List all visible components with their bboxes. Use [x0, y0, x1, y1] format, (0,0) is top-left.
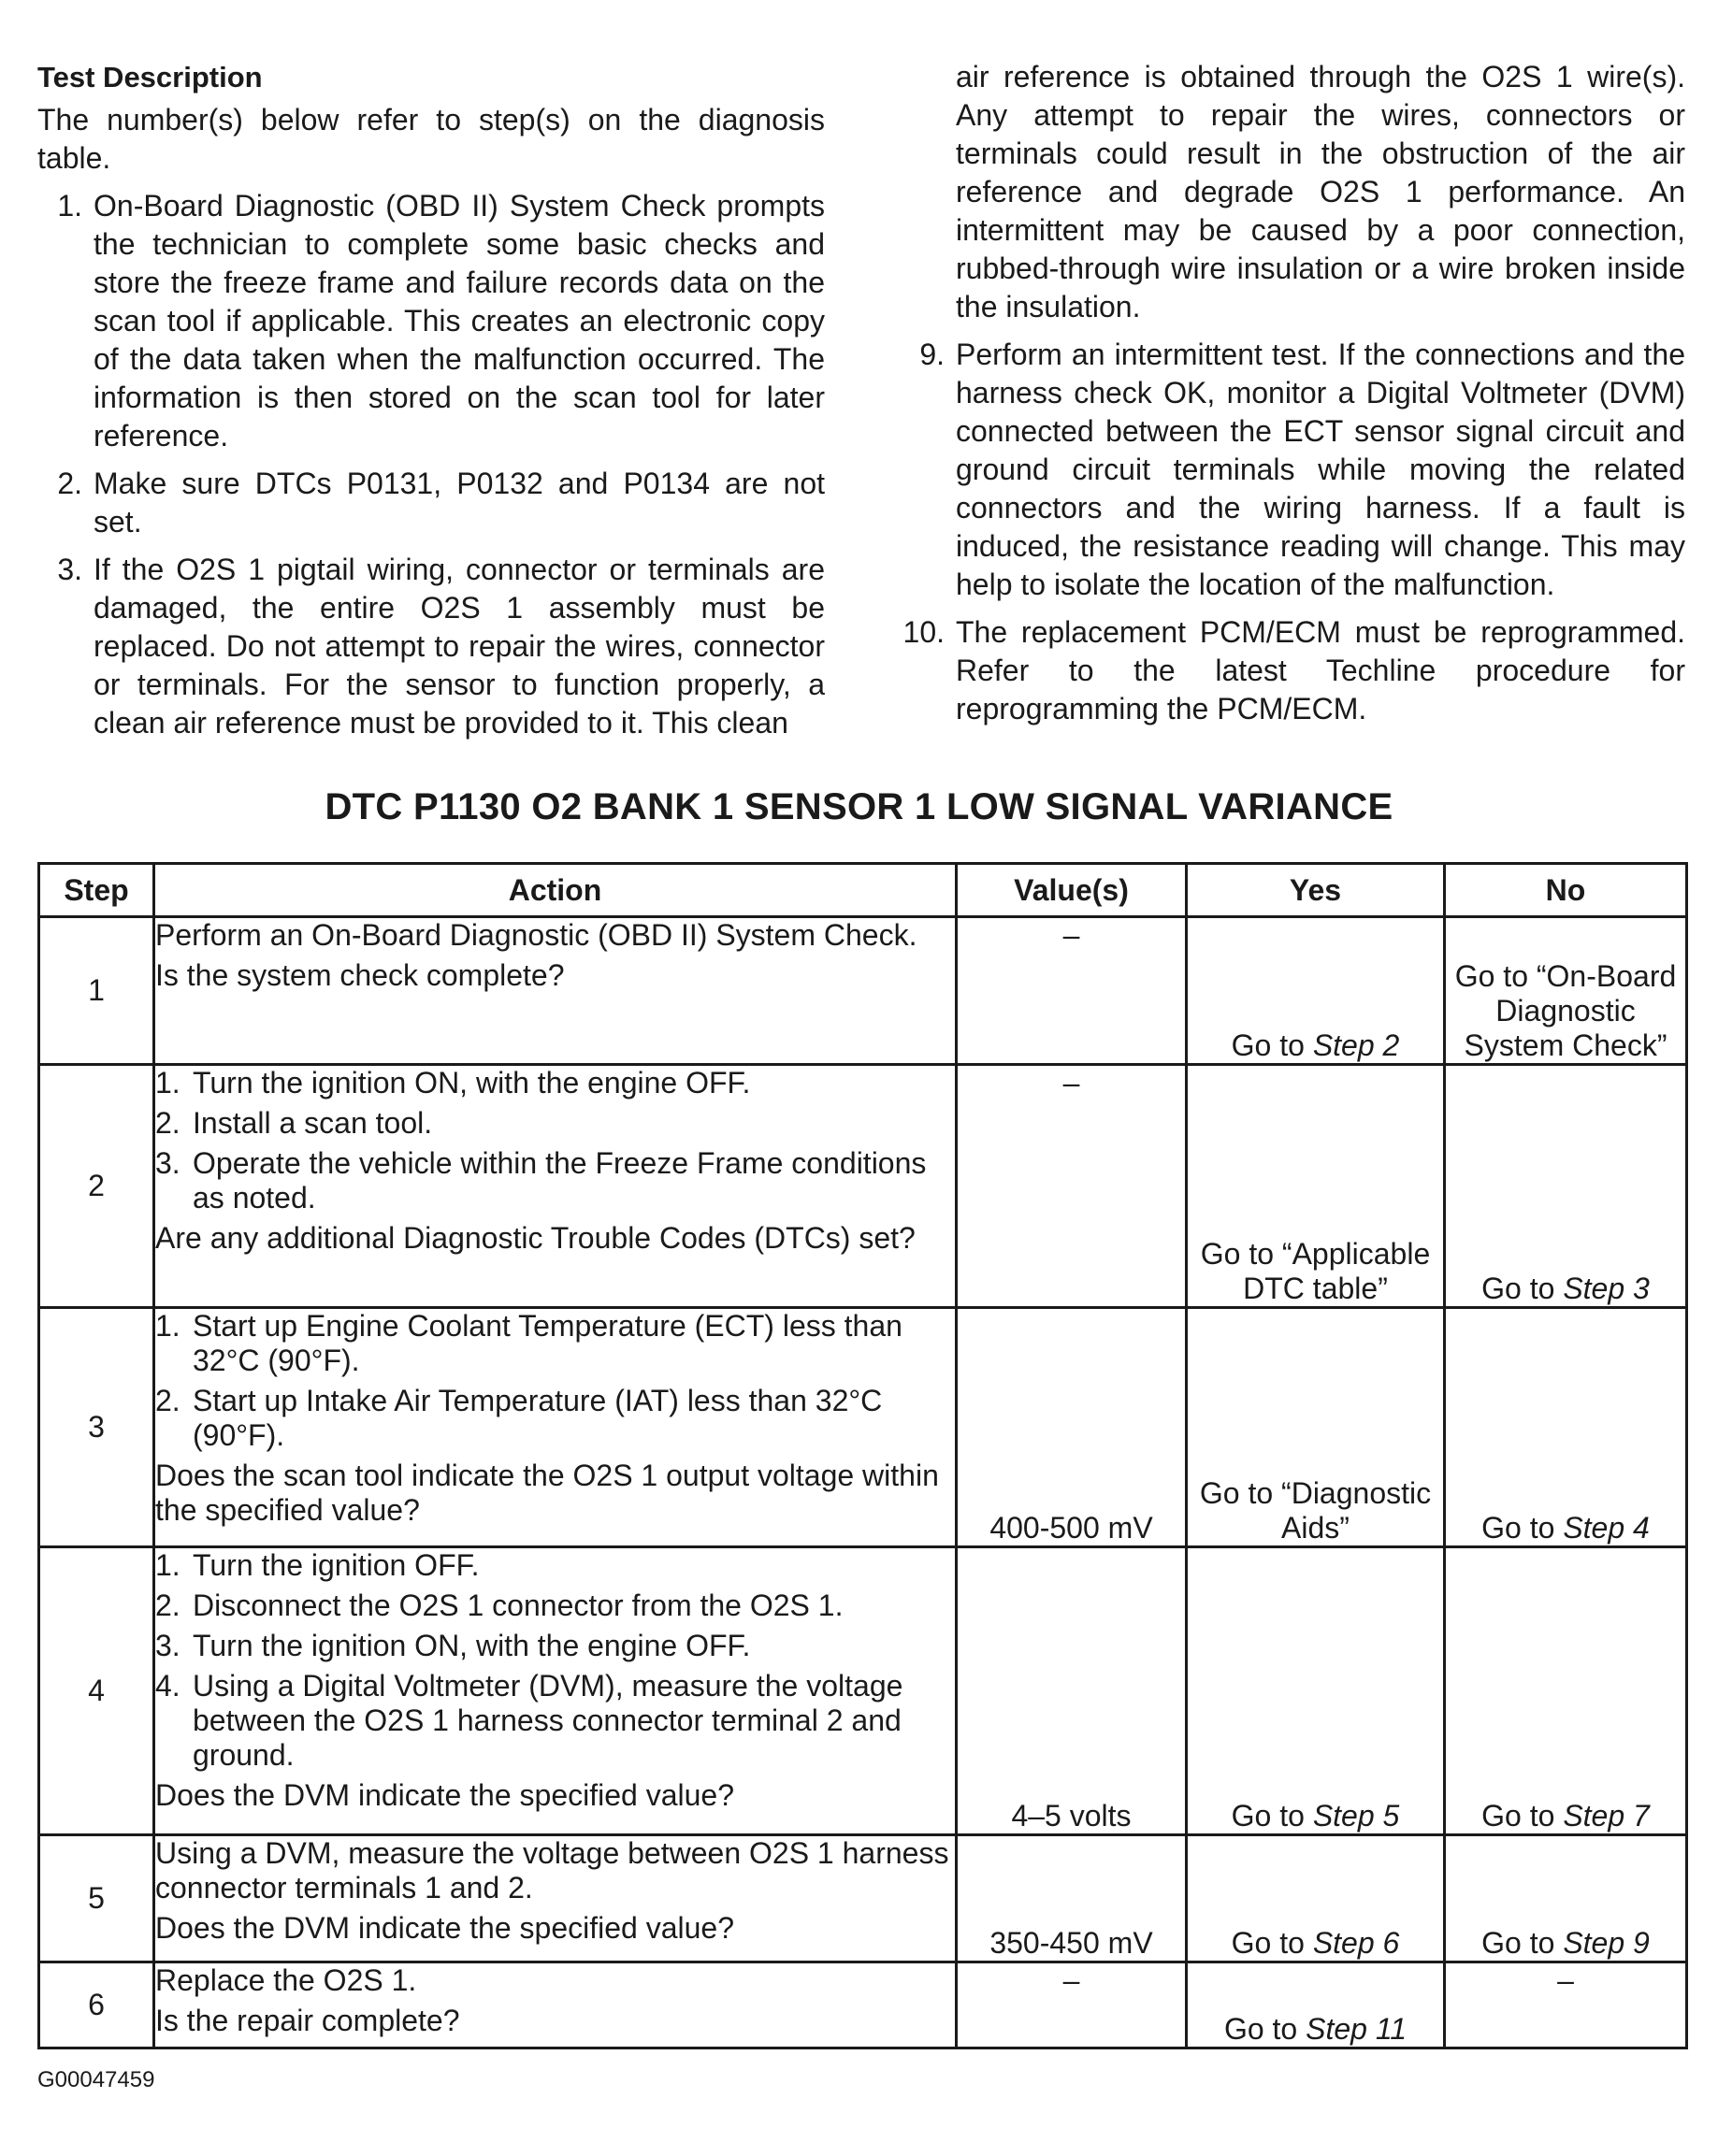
substep-text: Operate the vehicle within the Freeze Frame conditions as noted. [193, 1146, 927, 1215]
action-substep [155, 1106, 955, 1141]
description-item: 10. The replacement PCM/ECM must be reprogrammed. Refer to the latest Techline procedure for reprogramming the PCM/ECM. [902, 615, 1685, 726]
description-list-right [898, 336, 1685, 728]
substep-text: Start up Intake Air Temperature (IAT) less than 32°C (90°F). [193, 1384, 883, 1452]
substep-text: Install a scan tool. [193, 1106, 433, 1140]
yes-text: Go to [1231, 1799, 1313, 1833]
no-text: Go to [1481, 1272, 1564, 1305]
yes-step-link: Step 2 [1312, 1028, 1400, 1062]
header-yes: Yes [1187, 864, 1445, 917]
description-intro: The number(s) below refer to step(s) on the diagnosis table. [37, 103, 825, 175]
description-left-column [37, 58, 825, 742]
no-cell [1445, 917, 1687, 1065]
action-question: Does the scan tool indicate the O2S 1 output voltage within the specified value? [155, 1459, 939, 1527]
yes-text: Go to [1223, 2012, 1307, 2046]
action-cell [154, 1308, 957, 1547]
substep-number: 1. [155, 1066, 180, 1100]
table-header-row [39, 864, 1687, 917]
yes-cell [1187, 1835, 1445, 1962]
description-list-left [37, 187, 825, 742]
table-row [39, 1065, 1687, 1308]
substep-text: Using a Digital Voltmeter (DVM), measure the voltage between the O2S 1 harness connector terminal 2 and ground. [193, 1669, 903, 1772]
no-cell [1445, 1308, 1687, 1547]
action-cell [154, 917, 957, 1065]
action-substep [155, 1669, 955, 1773]
substep-number: 2. [155, 1588, 180, 1622]
substep-text: Turn the ignition OFF. [193, 1548, 480, 1582]
no-text: Go to [1481, 1511, 1564, 1545]
yes-text: Go to “Diagnostic Aids” [1199, 1476, 1432, 1545]
no-text: Go to “On-Board Diagnostic System Check” [1454, 959, 1677, 1062]
action-question: Are any additional Diagnostic Trouble Codes (DTCs) set? [155, 1221, 916, 1255]
description-item: 9. Perform an intermittent test. If the connections and the harness check OK, monitor a Digital Voltmeter (DVM) connected between the ECT sensor signal circuit and ground circuit terminals while moving the related connectors and the wiring harness. If a fault is induced, the resistance reading will change. This may help to isolate the location of the malfunction. [919, 338, 1685, 601]
no-text: Go to [1481, 1799, 1564, 1833]
yes-text: Go to “Applicable DTC table” [1200, 1237, 1431, 1305]
no-step-link: Step 9 [1563, 1926, 1650, 1960]
no-step-link: Step 4 [1563, 1511, 1650, 1545]
action-substep [155, 1146, 955, 1215]
no-cell [1445, 1835, 1687, 1962]
description-item: 2. Make sure DTCs P0131, P0132 and P0134 are not set. [57, 467, 825, 539]
step-number: 5 [39, 1835, 154, 1962]
action-substep [155, 1629, 955, 1663]
no-step-link: Step 3 [1563, 1272, 1650, 1305]
substep-text: Turn the ignition ON, with the engine OFF. [193, 1629, 751, 1662]
no-step-link: Step 7 [1563, 1799, 1650, 1833]
table-row [39, 1308, 1687, 1547]
step-number: 3 [39, 1308, 154, 1547]
no-text: – [1557, 1963, 1574, 1997]
description-item: 1. On-Board Diagnostic (OBD II) System Check prompts the technician to complete some basic checks and store the freeze frame and failure records data on the scan tool if applicable. This creates an electronic copy of the data taken when the malfunction occurred. The information is then stored on the scan tool for later reference. [57, 189, 825, 453]
table-row [39, 1835, 1687, 1962]
yes-step-link: Step 5 [1312, 1799, 1400, 1833]
yes-text: Go to [1231, 1028, 1313, 1062]
action-substep [155, 1588, 955, 1623]
yes-cell [1187, 1962, 1445, 2048]
yes-cell [1187, 1308, 1445, 1547]
step-number: 4 [39, 1547, 154, 1835]
substep-number: 3. [155, 1146, 180, 1180]
table-body [39, 917, 1687, 2048]
diagnostic-table [37, 862, 1688, 2049]
action-text: Perform an On-Board Diagnostic (OBD II) System Check. [155, 918, 917, 952]
value-cell: 4–5 volts [957, 1547, 1187, 1835]
action-question: Is the system check complete? [155, 958, 565, 992]
yes-step-link: Step 11 [1306, 2012, 1408, 2046]
action-question: Does the DVM indicate the specified value? [155, 1778, 735, 1812]
action-cell [154, 1547, 957, 1835]
test-description-heading: Test Description [37, 61, 263, 93]
yes-cell [1187, 1547, 1445, 1835]
no-cell [1445, 1065, 1687, 1308]
description-right-column [898, 58, 1685, 728]
action-text: Using a DVM, measure the voltage between O2S 1 harness connector terminals 1 and 2. [155, 1836, 949, 1904]
table-row [39, 1962, 1687, 2048]
substep-number: 4. [155, 1669, 180, 1703]
action-cell [154, 1065, 957, 1308]
no-text: Go to [1481, 1926, 1564, 1960]
action-substep [155, 1548, 955, 1583]
description-item-3-continued: air reference is obtained through the O2S 1 wire(s). Any attempt to repair the wires, connectors or terminals could result in the obstruction of the air reference and degrade O2S 1 performance. An intermittent may be caused by a poor connection, rubbed-through wire insulation or a wire broken inside the insulation. [956, 60, 1685, 323]
value-cell: – [957, 1065, 1187, 1308]
header-action: Action [154, 864, 957, 917]
yes-step-link: Step 6 [1312, 1926, 1400, 1960]
action-text: Replace the O2S 1. [155, 1963, 417, 1997]
action-cell [154, 1835, 957, 1962]
substep-number: 1. [155, 1309, 180, 1343]
description-item: 3. If the O2S 1 pigtail wiring, connector or terminals are damaged, the entire O2S 1 assembly must be replaced. Do not attempt to repair the wires, connector or terminals. For the sensor to function properly, a clean air reference must be provided to it. This clean [57, 553, 825, 740]
action-question: Does the DVM indicate the specified value? [155, 1911, 735, 1945]
step-number: 6 [39, 1962, 154, 2048]
figure-id: G00047459 [37, 2067, 155, 2092]
substep-text: Disconnect the O2S 1 connector from the O2S 1. [193, 1588, 844, 1622]
header-values: Value(s) [957, 864, 1187, 917]
step-number: 2 [39, 1065, 154, 1308]
action-cell [154, 1962, 957, 2048]
step-number: 1 [39, 917, 154, 1065]
action-substep [155, 1066, 955, 1100]
value-cell: – [957, 1962, 1187, 2048]
header-step: Step [39, 864, 154, 917]
substep-number: 3. [155, 1629, 180, 1662]
no-cell [1445, 1547, 1687, 1835]
substep-number: 1. [155, 1548, 180, 1582]
yes-cell [1187, 917, 1445, 1065]
yes-text: Go to [1231, 1926, 1313, 1960]
value-cell: – [957, 917, 1187, 1065]
table-title: DTC P1130 O2 BANK 1 SENSOR 1 LOW SIGNAL VARIANCE [325, 786, 1393, 827]
value-cell: 350-450 mV [957, 1835, 1187, 1962]
substep-number: 2. [155, 1384, 180, 1417]
no-cell [1445, 1962, 1687, 2048]
substep-text: Turn the ignition ON, with the engine OFF. [193, 1066, 751, 1100]
header-no: No [1445, 864, 1687, 917]
value-cell: 400-500 mV [957, 1308, 1187, 1547]
yes-cell [1187, 1065, 1445, 1308]
substep-text: Start up Engine Coolant Temperature (ECT) less than 32°C (90°F). [193, 1309, 902, 1377]
substep-number: 2. [155, 1106, 180, 1140]
action-question: Is the repair complete? [155, 2004, 460, 2037]
table-row [39, 1547, 1687, 1835]
action-substep [155, 1384, 955, 1453]
table-row [39, 917, 1687, 1065]
action-substep [155, 1309, 955, 1378]
